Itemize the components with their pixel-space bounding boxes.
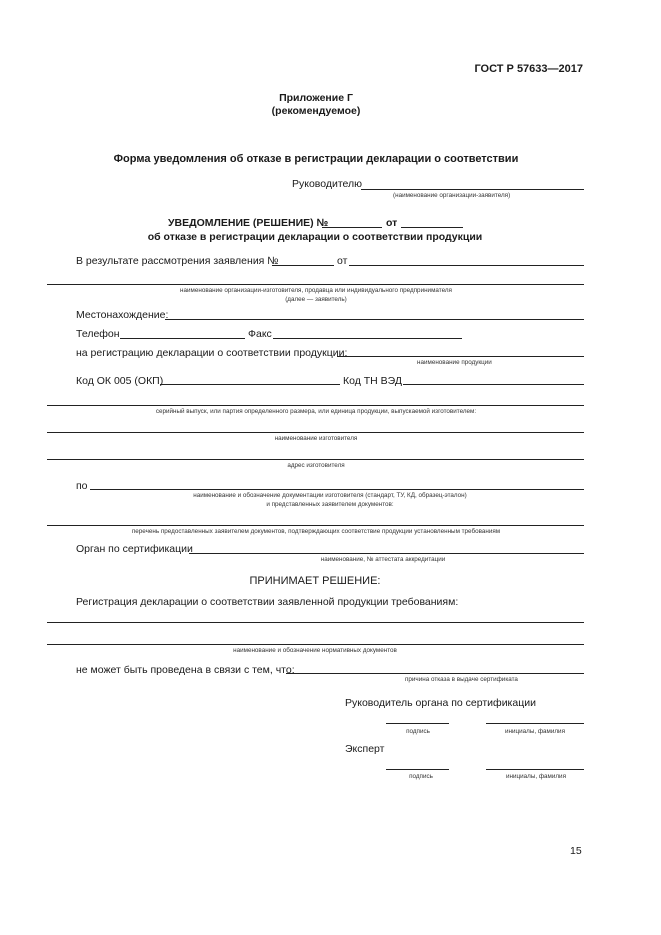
- evidence-caption: перечень предоставленных заявителем документов, подтверждающих соответствие продукции установленным требованиям: [131, 528, 501, 535]
- review-from: от: [337, 255, 348, 267]
- addressee-caption: (наименование организации-заявителя): [393, 192, 511, 199]
- expert-name-caption: инициалы, фамилия: [506, 773, 566, 780]
- notice-subtitle: об отказе в регистрации декларации о соответствии продукции: [147, 231, 483, 243]
- fax-label: Факс: [248, 328, 272, 340]
- body-line[interactable]: [189, 553, 584, 554]
- addressee-line[interactable]: [361, 189, 584, 190]
- tnved-line[interactable]: [403, 384, 584, 385]
- expert-name-line[interactable]: [486, 769, 584, 770]
- reason-caption: причина отказа в выдаче сертификата: [405, 676, 518, 683]
- head-signature-caption: подпись: [406, 728, 430, 735]
- norm-caption: наименование и обозначение нормативных документов: [233, 647, 397, 654]
- decision-title: ПРИНИМАЕТ РЕШЕНИЕ:: [249, 575, 381, 587]
- norm-line-1[interactable]: [47, 622, 584, 623]
- applicant-line[interactable]: [47, 284, 584, 285]
- po-label: по: [76, 480, 88, 492]
- review-label: В результате рассмотрения заявления №: [76, 255, 279, 267]
- body-caption: наименование, № аттестата аккредитации: [320, 556, 446, 563]
- head-label: Руководитель органа по сертификации: [345, 697, 536, 709]
- norm-line-2[interactable]: [47, 644, 584, 645]
- decision-text: Регистрация декларации о соответствии заявленной продукции требованиям:: [76, 596, 459, 608]
- okp-line[interactable]: [160, 384, 340, 385]
- appendix-title: Приложение Г: [279, 92, 353, 104]
- location-line[interactable]: [165, 319, 584, 320]
- batch-line[interactable]: [47, 405, 584, 406]
- tnved-label: Код ТН ВЭД: [343, 375, 402, 387]
- head-name-caption: инициалы, фамилия: [505, 728, 565, 735]
- notice-number-line[interactable]: [322, 227, 382, 228]
- manufacturer-line[interactable]: [47, 432, 584, 433]
- addressee-label: Руководителю: [292, 178, 363, 190]
- evidence-line[interactable]: [47, 525, 584, 526]
- form-title: Форма уведомления об отказе в регистрации декларации о соответствии: [113, 153, 519, 165]
- documents-line[interactable]: [90, 489, 584, 490]
- expert-signature-line[interactable]: [386, 769, 449, 770]
- product-line[interactable]: [337, 356, 584, 357]
- cannot-label: не может быть проведена в связи с тем, что:: [76, 664, 295, 676]
- application-number-line[interactable]: [272, 265, 334, 266]
- phone-line[interactable]: [120, 338, 245, 339]
- appendix-subtitle: (рекомендуемое): [271, 105, 361, 117]
- fax-line[interactable]: [273, 338, 462, 339]
- documents-caption-2: и представленных заявителем документов:: [266, 501, 394, 508]
- applicant-caption-2: (далее — заявитель): [285, 296, 347, 303]
- registration-label: на регистрацию декларации о соответствии продукции:: [76, 347, 348, 359]
- head-signature-line[interactable]: [386, 723, 449, 724]
- head-name-line[interactable]: [486, 723, 584, 724]
- notice-date-line[interactable]: [401, 227, 463, 228]
- expert-signature-caption: подпись: [409, 773, 433, 780]
- phone-label: Телефон: [76, 328, 120, 340]
- standard-number: ГОСТ Р 57633—2017: [474, 63, 583, 75]
- expert-label: Эксперт: [345, 743, 385, 755]
- manufacturer-caption: наименование изготовителя: [274, 435, 358, 442]
- body-label: Орган по сертификации: [76, 543, 193, 555]
- batch-caption: серийный выпуск, или партия определенного размера, или единица продукции, выпускаемой изготовителем:: [155, 408, 477, 415]
- address-caption: адрес изготовителя: [287, 462, 345, 469]
- okp-label: Код ОК 005 (ОКП): [76, 375, 164, 387]
- notice-title: УВЕДОМЛЕНИЕ (РЕШЕНИЕ) №: [168, 217, 329, 229]
- documents-caption: наименование и обозначение документации изготовителя (стандарт, ТУ, КД, образец-эталон): [193, 492, 467, 499]
- address-line[interactable]: [47, 459, 584, 460]
- notice-from: от: [386, 217, 398, 229]
- location-label: Местонахождение:: [76, 309, 169, 321]
- application-date-line[interactable]: [349, 265, 584, 266]
- applicant-caption: наименование организации-изготовителя, продавца или индивидуального предпринимателя: [180, 287, 452, 294]
- product-caption: наименование продукции: [417, 359, 492, 366]
- reason-line[interactable]: [286, 673, 584, 674]
- page-number: 15: [570, 845, 582, 857]
